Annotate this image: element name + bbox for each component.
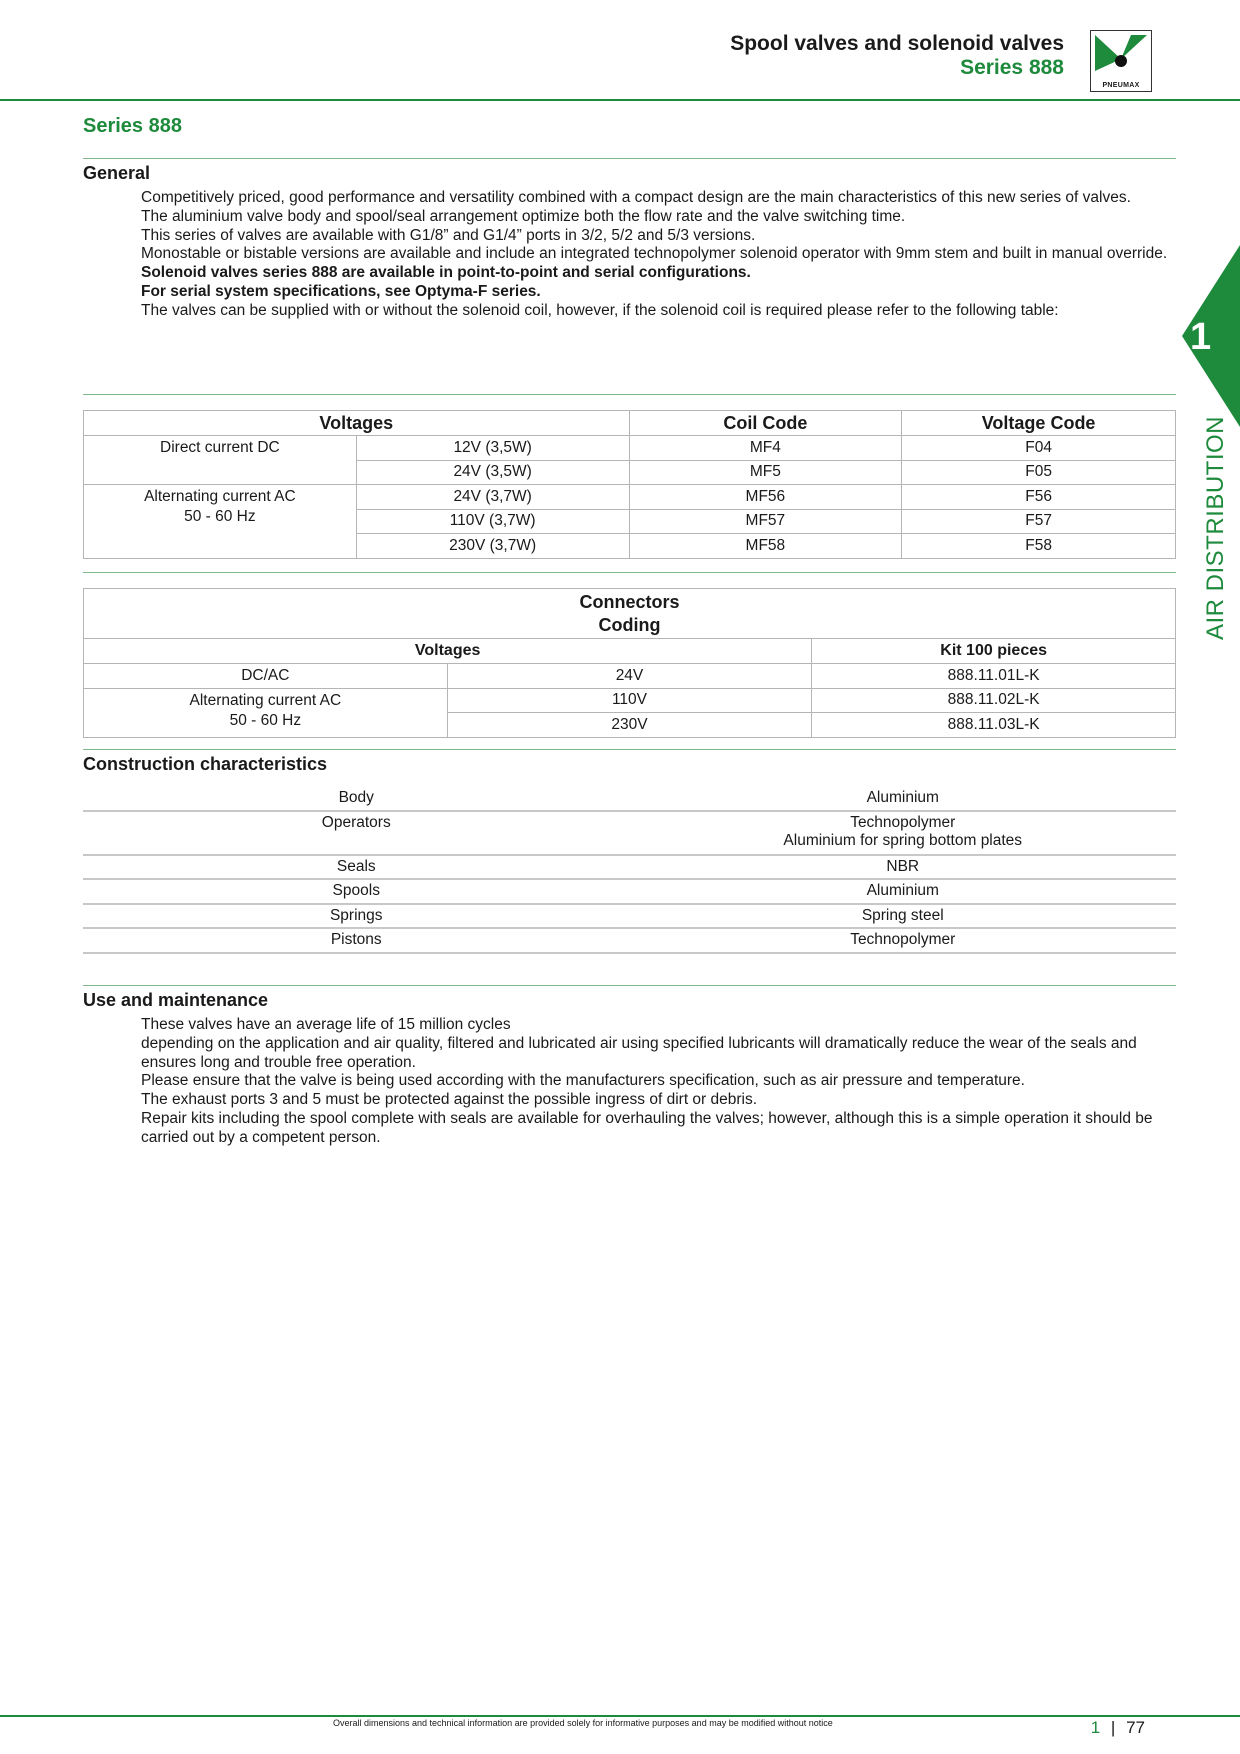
code-cell: F57	[902, 509, 1176, 534]
part-cell: Operators	[83, 811, 630, 855]
dcac-label: DC/AC	[84, 664, 448, 689]
table-row	[84, 664, 1176, 689]
kit-cell: 888.11.01L-K	[812, 664, 1176, 689]
th-coil-code: Coil Code	[629, 411, 902, 436]
chapter-ref: 1	[1090, 1718, 1101, 1737]
connectors-title	[84, 589, 1176, 639]
table-row	[83, 855, 1176, 880]
use-para-2: depending on the application and air quality, filtered and lubricated air using specified lubricants will dramatically reduce the wear of the seals and ensures long and trouble free operation.	[141, 1034, 1137, 1071]
general-para-6: For serial system specifications, see Optyma-F series.	[141, 282, 541, 300]
material-cell: Spring steel	[630, 904, 1177, 929]
ac-label	[84, 485, 357, 559]
part-cell: Spools	[83, 879, 630, 904]
material-cell: Aluminium	[630, 786, 1177, 811]
connectors-title-line-1: Connectors	[579, 591, 680, 612]
kit-cell: 888.11.02L-K	[812, 688, 1176, 713]
code-cell: F56	[902, 485, 1176, 510]
coil-cell: MF58	[629, 534, 902, 559]
footer-note: Overall dimensions and technical information are provided solely for informative purposes and may be modified without notice	[333, 1718, 833, 1728]
chapter-label: AIR DISTRIBUTION	[1202, 415, 1229, 640]
general-text	[141, 189, 1181, 321]
use-para-5: Repair kits including the spool complete with seals are available for overhauling the valves; however, although this is a simple operation it should be carried out by a competent person.	[141, 1109, 1153, 1146]
general-para-1: Competitively priced, good performance and versatility combined with a compact design are the main characteristics of this new series of valves.	[141, 189, 1131, 206]
general-para-2: The aluminium valve body and spool/seal arrangement optimize both the flow rate and the valve switching time.	[141, 207, 906, 225]
page-number	[1091, 1718, 1145, 1738]
construction-title: Construction characteristics	[83, 754, 328, 774]
table-header-row	[84, 411, 1176, 436]
code-cell: F04	[902, 436, 1176, 461]
coil-cell: MF57	[629, 509, 902, 534]
table-row	[84, 688, 1176, 713]
kit-cell: 888.11.03L-K	[812, 713, 1176, 738]
material-cell: Technopolymer	[630, 928, 1177, 953]
voltage-table	[83, 410, 1176, 559]
logo-text: PNEUMAX	[1102, 82, 1140, 89]
use-text	[141, 1016, 1171, 1148]
divider	[83, 394, 1176, 395]
series-title: Series 888	[83, 115, 182, 137]
ac-label-line-1: Alternating current AC	[189, 691, 342, 709]
connectors-table	[83, 588, 1176, 738]
ac-label	[84, 688, 448, 737]
coil-cell: MF5	[629, 460, 902, 485]
general-title: General	[83, 163, 151, 183]
table-row	[84, 485, 1176, 510]
voltage-cell: 230V	[447, 713, 812, 738]
header-subtitle: Series 888	[960, 56, 1064, 79]
voltage-cell: 12V (3,5W)	[356, 436, 629, 461]
logo-mark-icon	[1091, 31, 1151, 79]
divider	[83, 985, 1176, 986]
voltage-cell: 110V	[447, 688, 812, 713]
header-rule	[0, 99, 1240, 101]
material-cell	[630, 811, 1177, 855]
th-voltages: Voltages	[84, 411, 630, 436]
ac-label-line-2: 50 - 60 Hz	[184, 508, 256, 525]
table-row	[84, 436, 1176, 461]
table-row	[83, 879, 1176, 904]
pneumax-logo	[1090, 30, 1152, 92]
voltage-cell: 24V (3,5W)	[356, 460, 629, 485]
table-row	[83, 928, 1176, 953]
table-header-row	[84, 639, 1176, 664]
coil-cell: MF4	[629, 436, 902, 461]
page-value: 77	[1126, 1718, 1145, 1737]
ac-label-line-1: Alternating current AC	[144, 488, 296, 505]
part-cell: Pistons	[83, 928, 630, 953]
ac-label-line-2: 50 - 60 Hz	[229, 711, 302, 729]
chapter-number: 1	[1190, 316, 1212, 358]
th-voltages: Voltages	[84, 639, 812, 664]
divider	[83, 572, 1176, 573]
part-cell: Body	[83, 786, 630, 811]
dc-label: Direct current DC	[84, 436, 357, 485]
divider	[83, 749, 1176, 750]
table-row	[83, 811, 1176, 855]
use-para-4: The exhaust ports 3 and 5 must be protected against the possible ingress of dirt or debris.	[141, 1091, 758, 1109]
header-title: Spool valves and solenoid valves	[730, 32, 1064, 55]
general-para-7: The valves can be supplied with or without the solenoid coil, however, if the solenoid coil is required please refer to the following table:	[141, 301, 1059, 319]
table-row	[83, 786, 1176, 811]
divider	[83, 158, 1176, 159]
connectors-title-line-2: Coding	[598, 614, 661, 635]
material-line-2: Aluminium for spring bottom plates	[783, 832, 1023, 849]
footer-rule	[0, 1715, 1240, 1717]
code-cell: F05	[902, 460, 1176, 485]
voltage-cell: 110V (3,7W)	[356, 509, 629, 534]
part-cell: Springs	[83, 904, 630, 929]
voltage-cell: 24V (3,7W)	[356, 485, 629, 510]
th-voltage-code: Voltage Code	[902, 411, 1176, 436]
table-title-row	[84, 589, 1176, 639]
voltage-cell: 230V (3,7W)	[356, 534, 629, 559]
code-cell: F58	[902, 534, 1176, 559]
part-cell: Seals	[83, 855, 630, 880]
use-para-1: These valves have an average life of 15 million cycles	[141, 1016, 511, 1033]
material-line-1: Technopolymer	[850, 813, 956, 831]
page-separator: |	[1110, 1718, 1116, 1737]
material-cell: NBR	[630, 855, 1177, 880]
general-para-5: Solenoid valves series 888 are available in point-to-point and serial configurations.	[141, 264, 751, 282]
general-para-4: Monostable or bistable versions are available and include an integrated technopolymer solenoid operator with 9mm stem and built in manual override.	[141, 245, 1168, 263]
construction-table	[83, 786, 1176, 954]
use-para-3: Please ensure that the valve is being used according with the manufacturers specification, such as air pressure and temperature.	[141, 1072, 1025, 1090]
general-para-3: This series of valves are available with G1/8” and G1/4” ports in 3/2, 5/2 and 5/3 versions.	[141, 226, 756, 244]
th-kit: Kit 100 pieces	[812, 639, 1176, 664]
table-row	[83, 904, 1176, 929]
use-title: Use and maintenance	[83, 990, 269, 1010]
coil-cell: MF56	[629, 485, 902, 510]
voltage-cell: 24V	[447, 664, 812, 689]
material-cell: Aluminium	[630, 879, 1177, 904]
